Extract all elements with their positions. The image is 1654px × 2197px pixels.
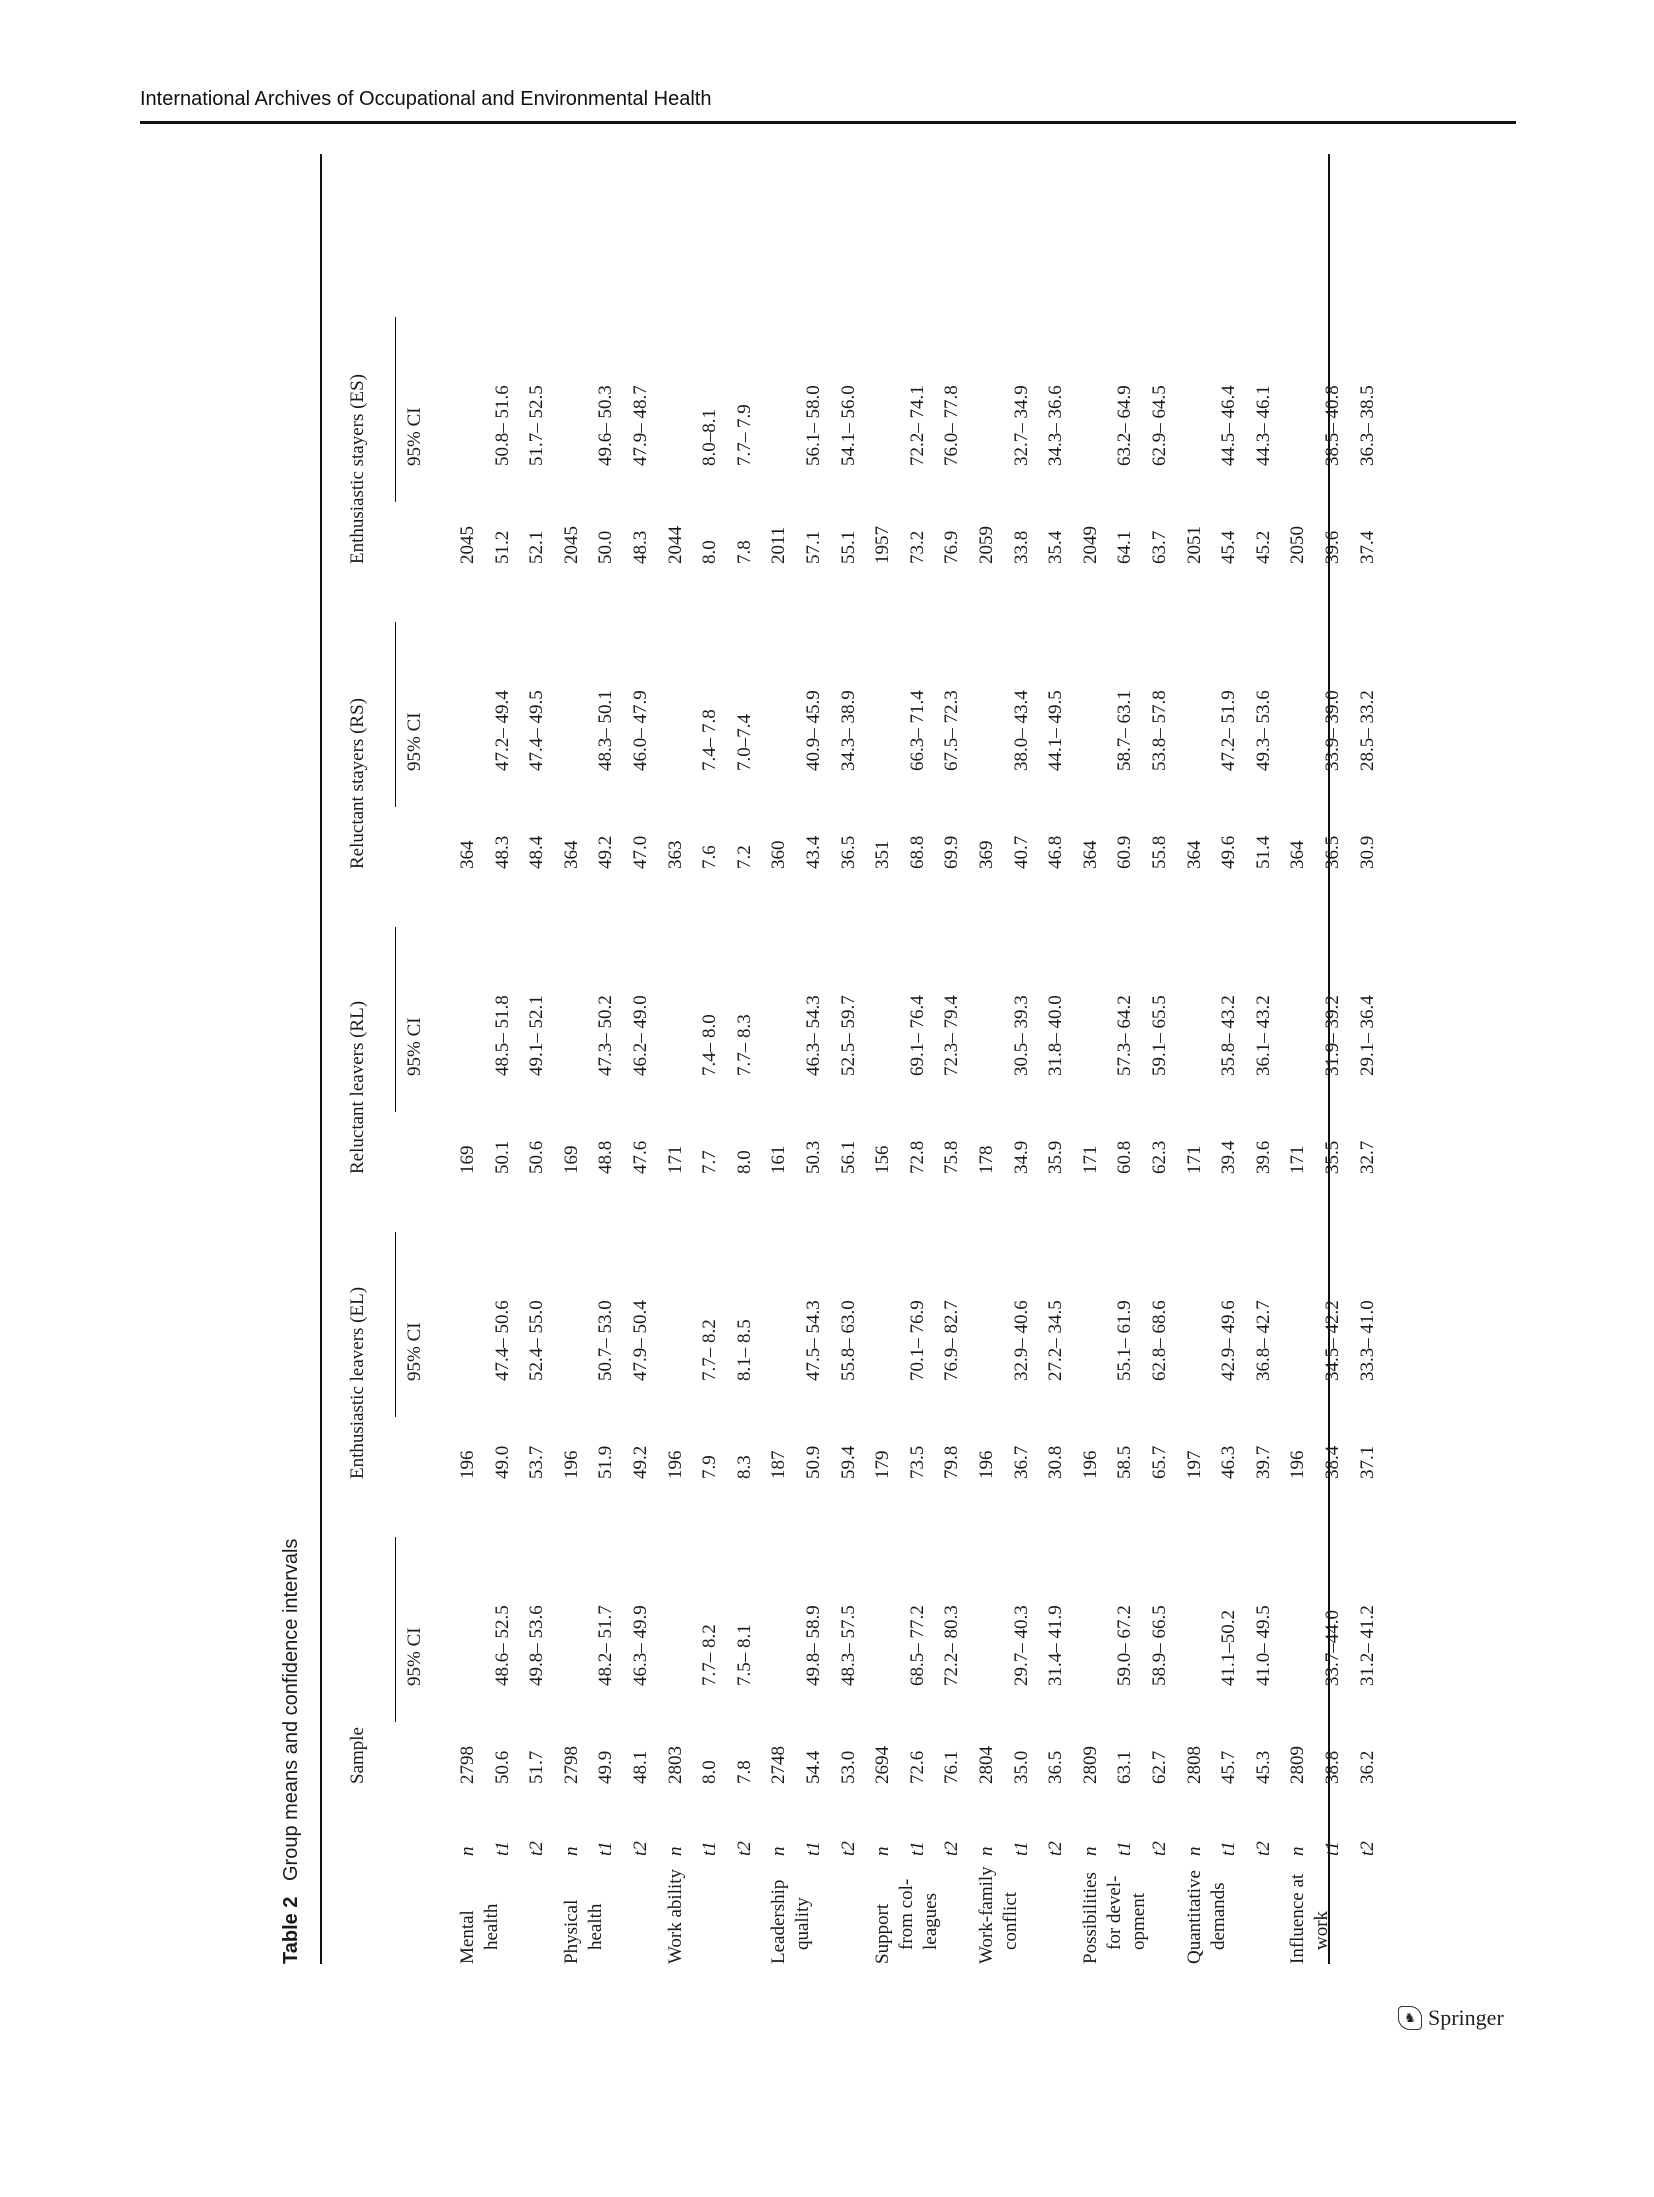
ci-cell: 46.2– 49.0 (630, 995, 651, 1076)
value-cell: 161 (768, 1145, 790, 1174)
value-cell: 2045 (457, 526, 478, 564)
ci-cell: 31.4– 41.9 (1045, 1605, 1067, 1686)
value-cell: 48.1 (630, 1750, 651, 1784)
publisher-footer (1398, 2005, 1504, 2031)
ci-cell: 46.3– 54.3 (803, 995, 824, 1076)
value-cell: 156 (872, 1145, 894, 1174)
value-cell: 45.2 (1252, 530, 1274, 564)
row-subscript: t1 (491, 1841, 513, 1856)
group-header: Sample (347, 1727, 368, 1784)
value-cell: 39.6 (1322, 530, 1343, 564)
value-cell: 7.2 (733, 845, 755, 869)
value-cell: 55.8 (1149, 835, 1170, 869)
group-header: Enthusiastic stayers (ES) (347, 374, 368, 564)
ci-cell: 54.1– 56.0 (837, 385, 859, 466)
value-cell: 59.4 (837, 1445, 859, 1479)
row-label: demands (1207, 1882, 1229, 1950)
value-cell: 68.8 (906, 835, 928, 869)
value-cell: 49.0 (491, 1445, 513, 1479)
ci-cell: 48.6– 52.5 (491, 1605, 513, 1686)
ci-cell: 40.9– 45.9 (803, 690, 824, 771)
ci-cell: 55.8– 63.0 (837, 1300, 859, 1381)
ci-cell: 48.3– 50.1 (595, 690, 617, 771)
ci-cell: 28.5– 33.2 (1356, 690, 1378, 771)
ci-cell: 62.8– 68.6 (1149, 1300, 1170, 1381)
value-cell: 171 (1079, 1145, 1101, 1174)
ci-cell: 48.5– 51.8 (491, 995, 513, 1076)
value-cell: 2059 (976, 526, 997, 564)
table-top-rule (320, 154, 322, 1964)
ci-column-header: 95% CI (404, 1322, 425, 1381)
row-label: Work-family (976, 1866, 997, 1964)
value-cell: 51.9 (595, 1445, 617, 1479)
row-subscript: n (976, 1846, 997, 1856)
ci-cell: 7.7– 8.2 (699, 1624, 721, 1686)
value-cell: 45.4 (1218, 530, 1240, 564)
value-cell: 53.7 (526, 1445, 548, 1479)
value-cell: 2694 (872, 1746, 894, 1784)
value-cell: 62.3 (1149, 1140, 1170, 1174)
row-subscript: n (1287, 1846, 1309, 1856)
ci-cell: 51.7– 52.5 (526, 385, 548, 466)
value-cell: 76.1 (941, 1750, 963, 1784)
ci-cell: 47.2– 49.4 (491, 690, 513, 771)
value-cell: 2804 (976, 1746, 997, 1784)
row-subscript: n (457, 1846, 478, 1856)
row-subscript: t1 (699, 1841, 721, 1856)
value-cell: 73.5 (906, 1445, 928, 1479)
row-label: conflict (1000, 1891, 1021, 1950)
row-label: Support (872, 1903, 894, 1964)
row-subscript: t2 (941, 1841, 963, 1856)
value-cell: 187 (768, 1450, 790, 1479)
table-caption (280, 1539, 303, 1964)
ci-cell: 33.7–44.0 (1322, 1610, 1343, 1686)
group-header: Reluctant stayers (RS) (347, 698, 368, 869)
row-label: quality (792, 1897, 814, 1950)
value-cell: 54.4 (803, 1750, 824, 1784)
ci-cell: 59.0– 67.2 (1114, 1605, 1136, 1686)
row-label: health (481, 1903, 502, 1950)
value-cell: 2808 (1183, 1746, 1205, 1784)
value-cell: 49.2 (630, 1445, 651, 1479)
row-subscript: t2 (837, 1841, 859, 1856)
ci-cell: 41.0– 49.5 (1252, 1605, 1274, 1686)
ci-cell: 27.2– 34.5 (1045, 1300, 1067, 1381)
value-cell: 79.8 (941, 1445, 963, 1479)
row-label: Influence at (1287, 1873, 1309, 1964)
value-cell: 364 (1287, 840, 1309, 869)
value-cell: 35.0 (1010, 1750, 1032, 1784)
row-label: leagues (920, 1893, 942, 1950)
ci-cell: 46.3– 49.9 (630, 1605, 651, 1686)
value-cell: 8.0 (733, 1150, 755, 1174)
value-cell: 37.1 (1356, 1445, 1378, 1479)
ci-cell: 31.9– 39.2 (1322, 995, 1343, 1076)
value-cell: 39.6 (1252, 1140, 1274, 1174)
ci-cell: 38.5– 40.8 (1322, 385, 1343, 466)
row-subscript: t2 (1045, 1841, 1067, 1856)
ci-cell: 8.1– 8.5 (733, 1319, 755, 1381)
value-cell: 63.7 (1149, 530, 1170, 564)
value-cell: 49.6 (1218, 835, 1240, 869)
value-cell: 2050 (1287, 526, 1309, 564)
value-cell: 51.7 (526, 1750, 548, 1784)
ci-cell: 36.3– 38.5 (1356, 385, 1378, 466)
ci-cell: 41.1–50.2 (1218, 1610, 1240, 1686)
value-cell: 2049 (1079, 526, 1101, 564)
row-subscript: t1 (1010, 1841, 1032, 1856)
row-subscript: t2 (1149, 1841, 1170, 1856)
value-cell: 178 (976, 1145, 997, 1174)
value-cell: 73.2 (906, 530, 928, 564)
ci-cell: 29.1– 36.4 (1356, 995, 1378, 1076)
value-cell: 58.5 (1114, 1445, 1136, 1479)
value-cell: 2809 (1079, 1746, 1101, 1784)
ci-cell: 34.5– 42.2 (1322, 1300, 1343, 1381)
ci-cell: 72.3– 79.4 (941, 995, 963, 1076)
ci-cell: 36.1– 43.2 (1252, 995, 1274, 1076)
value-cell: 196 (1079, 1450, 1101, 1479)
value-cell: 360 (768, 840, 790, 869)
table-container (280, 154, 1378, 1964)
ci-cell: 7.7– 8.2 (699, 1319, 721, 1381)
value-cell: 8.0 (699, 540, 721, 564)
value-cell: 45.3 (1252, 1750, 1274, 1784)
value-cell: 7.9 (699, 1455, 721, 1479)
value-cell: 50.6 (491, 1750, 513, 1784)
value-cell: 2051 (1183, 526, 1205, 564)
ci-cell: 49.8– 53.6 (526, 1605, 548, 1686)
row-label: from col- (896, 1878, 918, 1950)
row-label: health (584, 1903, 606, 1950)
value-cell: 36.7 (1010, 1445, 1032, 1479)
value-cell: 169 (457, 1145, 478, 1174)
ci-cell: 47.9– 50.4 (630, 1300, 651, 1381)
ci-cell: 7.5– 8.1 (733, 1624, 755, 1686)
ci-cell: 47.4– 49.5 (526, 690, 548, 771)
value-cell: 50.1 (491, 1140, 513, 1174)
value-cell: 364 (560, 840, 582, 869)
value-cell: 50.9 (803, 1445, 824, 1479)
row-subscript: t1 (803, 1841, 824, 1856)
value-cell: 32.7 (1356, 1140, 1378, 1174)
value-cell: 196 (457, 1450, 478, 1479)
ci-cell: 44.3– 46.1 (1252, 385, 1274, 466)
group-header-rule (395, 317, 396, 502)
rotated-table (280, 154, 1378, 1964)
value-cell: 34.9 (1010, 1140, 1032, 1174)
ci-cell: 52.5– 59.7 (837, 995, 859, 1076)
value-cell: 50.3 (803, 1140, 824, 1174)
value-cell: 2748 (768, 1746, 790, 1784)
value-cell: 37.4 (1356, 530, 1378, 564)
value-cell: 364 (1183, 840, 1205, 869)
row-label: Quantitative (1183, 1870, 1205, 1964)
row-label: Leadership (768, 1879, 790, 1964)
ci-cell: 50.7– 53.0 (595, 1300, 617, 1381)
springer-logo-icon: ♞ (1398, 2006, 1422, 2030)
value-cell: 49.9 (595, 1750, 617, 1784)
row-subscript: t2 (1356, 1841, 1378, 1856)
group-header-rule (395, 1537, 396, 1722)
ci-cell: 32.9– 40.6 (1010, 1300, 1032, 1381)
ci-cell: 68.5– 77.2 (906, 1605, 928, 1686)
ci-column-header: 95% CI (404, 407, 425, 466)
row-label: opment (1127, 1893, 1149, 1950)
ci-cell: 76.9– 82.7 (941, 1300, 963, 1381)
value-cell: 196 (1287, 1450, 1309, 1479)
ci-cell: 76.0– 77.8 (941, 385, 963, 466)
ci-cell: 63.2– 64.9 (1114, 385, 1136, 466)
ci-cell: 50.8– 51.6 (491, 385, 513, 466)
ci-cell: 49.6– 50.3 (595, 385, 617, 466)
value-cell: 2044 (664, 526, 686, 564)
ci-cell: 72.2– 74.1 (906, 385, 928, 466)
ci-cell: 31.2– 41.2 (1356, 1605, 1378, 1686)
row-subscript: n (560, 1846, 582, 1856)
ci-cell: 30.5– 39.3 (1010, 995, 1032, 1076)
ci-cell: 33.3– 41.0 (1356, 1300, 1378, 1381)
value-cell: 171 (1183, 1145, 1205, 1174)
value-cell: 72.6 (906, 1750, 928, 1784)
caption-text: Group means and confidence intervals (280, 1538, 302, 1881)
value-cell: 36.5 (1045, 1750, 1067, 1784)
value-cell: 48.3 (630, 530, 651, 564)
ci-cell: 47.5– 54.3 (803, 1300, 824, 1381)
value-cell: 50.0 (595, 530, 617, 564)
row-subscript: n (872, 1846, 894, 1856)
row-subscript: n (768, 1846, 790, 1856)
value-cell: 51.2 (491, 530, 513, 564)
row-subscript: t2 (733, 1841, 755, 1856)
value-cell: 7.7 (699, 1150, 721, 1174)
ci-cell: 38.0– 43.4 (1010, 690, 1032, 771)
ci-cell: 67.5– 72.3 (941, 690, 963, 771)
ci-cell: 47.3– 50.2 (595, 995, 617, 1076)
value-cell: 75.8 (941, 1140, 963, 1174)
value-cell: 7.8 (733, 540, 755, 564)
ci-cell: 7.4– 8.0 (699, 1014, 721, 1076)
value-cell: 2045 (560, 526, 582, 564)
value-cell: 48.3 (491, 835, 513, 869)
row-label: Possibilities (1079, 1872, 1101, 1964)
ci-cell: 47.2– 51.9 (1218, 690, 1240, 771)
ci-column-header: 95% CI (404, 712, 425, 771)
value-cell: 39.7 (1252, 1445, 1274, 1479)
ci-cell: 44.1– 49.5 (1045, 690, 1067, 771)
ci-column-header: 95% CI (404, 1627, 425, 1686)
value-cell: 57.1 (803, 530, 824, 564)
value-cell: 197 (1183, 1450, 1205, 1479)
value-cell: 56.1 (837, 1140, 859, 1174)
row-label: for devel- (1103, 1875, 1125, 1950)
ci-cell: 42.9– 49.6 (1218, 1300, 1240, 1381)
value-cell: 48.4 (526, 835, 548, 869)
value-cell: 35.4 (1045, 530, 1067, 564)
ci-cell: 44.5– 46.4 (1218, 385, 1240, 466)
value-cell: 76.9 (941, 530, 963, 564)
value-cell: 33.8 (1010, 530, 1032, 564)
value-cell: 51.4 (1252, 835, 1274, 869)
ci-cell: 49.3– 53.6 (1252, 690, 1274, 771)
row-subscript: t1 (1218, 1841, 1240, 1856)
value-cell: 35.9 (1045, 1140, 1067, 1174)
row-subscript: t1 (595, 1841, 617, 1856)
value-cell: 63.1 (1114, 1750, 1136, 1784)
row-subscript: n (1079, 1846, 1101, 1856)
ci-cell: 48.2– 51.7 (595, 1605, 617, 1686)
header-rule (140, 121, 1516, 124)
ci-cell: 7.4– 7.8 (699, 709, 721, 771)
ci-cell: 48.3– 57.5 (837, 1605, 859, 1686)
ci-cell: 34.3– 38.9 (837, 690, 859, 771)
value-cell: 169 (560, 1145, 582, 1174)
ci-cell: 47.9– 48.7 (630, 385, 651, 466)
value-cell: 364 (457, 840, 478, 869)
value-cell: 2809 (1287, 1746, 1309, 1784)
value-cell: 30.8 (1045, 1445, 1067, 1479)
value-cell: 196 (560, 1450, 582, 1479)
value-cell: 55.1 (837, 530, 859, 564)
ci-cell: 35.8– 43.2 (1218, 995, 1240, 1076)
publisher-name: Springer (1428, 2005, 1504, 2030)
row-subscript: n (1183, 1846, 1205, 1856)
value-cell: 30.9 (1356, 835, 1378, 869)
value-cell: 43.4 (803, 835, 824, 869)
ci-cell: 34.3– 36.6 (1045, 385, 1067, 466)
group-header-rule (395, 927, 396, 1112)
value-cell: 45.7 (1218, 1750, 1240, 1784)
value-cell: 196 (976, 1450, 997, 1479)
value-cell: 36.2 (1356, 1750, 1378, 1784)
ci-cell: 36.8– 42.7 (1252, 1300, 1274, 1381)
value-cell: 53.0 (837, 1750, 859, 1784)
row-subscript: t2 (526, 1841, 548, 1856)
row-label: work (1311, 1910, 1333, 1950)
ci-cell: 49.8– 58.9 (803, 1605, 824, 1686)
ci-cell: 8.0–8.1 (699, 409, 721, 466)
value-cell: 36.5 (1322, 835, 1343, 869)
value-cell: 1957 (872, 526, 894, 564)
value-cell: 62.7 (1149, 1750, 1170, 1784)
value-cell: 196 (664, 1450, 686, 1479)
row-label: Mental (457, 1910, 478, 1964)
ci-cell: 66.3– 71.4 (906, 690, 928, 771)
row-subscript: t1 (1322, 1841, 1343, 1856)
ci-cell: 49.1– 52.1 (526, 995, 548, 1076)
value-cell: 49.2 (595, 835, 617, 869)
value-cell: 35.5 (1322, 1140, 1343, 1174)
group-header-rule (395, 1232, 396, 1417)
ci-cell: 57.3– 64.2 (1114, 995, 1136, 1076)
ci-cell: 59.1– 65.5 (1149, 995, 1170, 1076)
value-cell: 171 (664, 1145, 686, 1174)
ci-cell: 47.4– 50.6 (491, 1300, 513, 1381)
value-cell: 38.8 (1322, 1750, 1343, 1784)
value-cell: 364 (1079, 840, 1101, 869)
ci-cell: 29.7– 40.3 (1010, 1605, 1032, 1686)
ci-cell: 70.1– 76.9 (906, 1300, 928, 1381)
row-subscript: t2 (1252, 1841, 1274, 1856)
value-cell: 72.8 (906, 1140, 928, 1174)
ci-cell: 7.0–7.4 (733, 714, 755, 771)
value-cell: 179 (872, 1450, 894, 1479)
value-cell: 36.5 (837, 835, 859, 869)
value-cell: 46.8 (1045, 835, 1067, 869)
ci-cell: 32.7– 34.9 (1010, 385, 1032, 466)
value-cell: 46.3 (1218, 1445, 1240, 1479)
ci-cell: 31.8– 40.0 (1045, 995, 1067, 1076)
value-cell: 2798 (560, 1746, 582, 1784)
value-cell: 2803 (664, 1746, 686, 1784)
ci-cell: 53.8– 57.8 (1149, 690, 1170, 771)
ci-cell: 33.9– 39.0 (1322, 690, 1343, 771)
group-header: Reluctant leavers (RL) (347, 1000, 368, 1174)
value-cell: 65.7 (1149, 1445, 1170, 1479)
group-header: Enthusiastic leavers (EL) (347, 1286, 368, 1479)
running-header: International Archives of Occupational and Environmental Health (140, 88, 712, 110)
ci-cell: 72.2– 80.3 (941, 1605, 963, 1686)
value-cell: 60.9 (1114, 835, 1136, 869)
ci-cell: 58.9– 66.5 (1149, 1605, 1170, 1686)
ci-cell: 58.7– 63.1 (1114, 690, 1136, 771)
group-header-rule (395, 622, 396, 807)
value-cell: 369 (976, 840, 997, 869)
value-cell: 7.8 (733, 1760, 755, 1784)
value-cell: 2798 (457, 1746, 478, 1784)
value-cell: 52.1 (526, 530, 548, 564)
ci-column-header: 95% CI (404, 1017, 425, 1076)
value-cell: 40.7 (1010, 835, 1032, 869)
ci-cell: 56.1– 58.0 (803, 385, 824, 466)
value-cell: 60.8 (1114, 1140, 1136, 1174)
value-cell: 50.6 (526, 1140, 548, 1174)
value-cell: 363 (664, 840, 686, 869)
row-subscript: n (664, 1846, 686, 1856)
value-cell: 39.4 (1218, 1140, 1240, 1174)
ci-cell: 52.4– 55.0 (526, 1300, 548, 1381)
value-cell: 64.1 (1114, 530, 1136, 564)
row-label: Physical (560, 1899, 582, 1964)
ci-cell: 69.1– 76.4 (906, 995, 928, 1076)
value-cell: 47.0 (630, 835, 651, 869)
value-cell: 7.6 (699, 845, 721, 869)
row-subscript: t2 (630, 1841, 651, 1856)
value-cell: 47.6 (630, 1140, 651, 1174)
row-subscript: t1 (1114, 1841, 1136, 1856)
value-cell: 38.4 (1322, 1445, 1343, 1479)
ci-cell: 7.7– 7.9 (733, 404, 755, 466)
value-cell: 8.0 (699, 1760, 721, 1784)
value-cell: 351 (872, 840, 894, 869)
row-subscript: t1 (906, 1841, 928, 1856)
ci-cell: 46.0– 47.9 (630, 690, 651, 771)
value-cell: 8.3 (733, 1455, 755, 1479)
value-cell: 69.9 (941, 835, 963, 869)
ci-cell: 62.9– 64.5 (1149, 385, 1170, 466)
caption-label: Table 2 (280, 1896, 302, 1964)
ci-cell: 55.1– 61.9 (1114, 1300, 1136, 1381)
row-label: Work ability (664, 1868, 686, 1964)
ci-cell: 7.7– 8.3 (733, 1014, 755, 1076)
value-cell: 48.8 (595, 1140, 617, 1174)
value-cell: 171 (1287, 1145, 1309, 1174)
value-cell: 2011 (768, 526, 790, 564)
